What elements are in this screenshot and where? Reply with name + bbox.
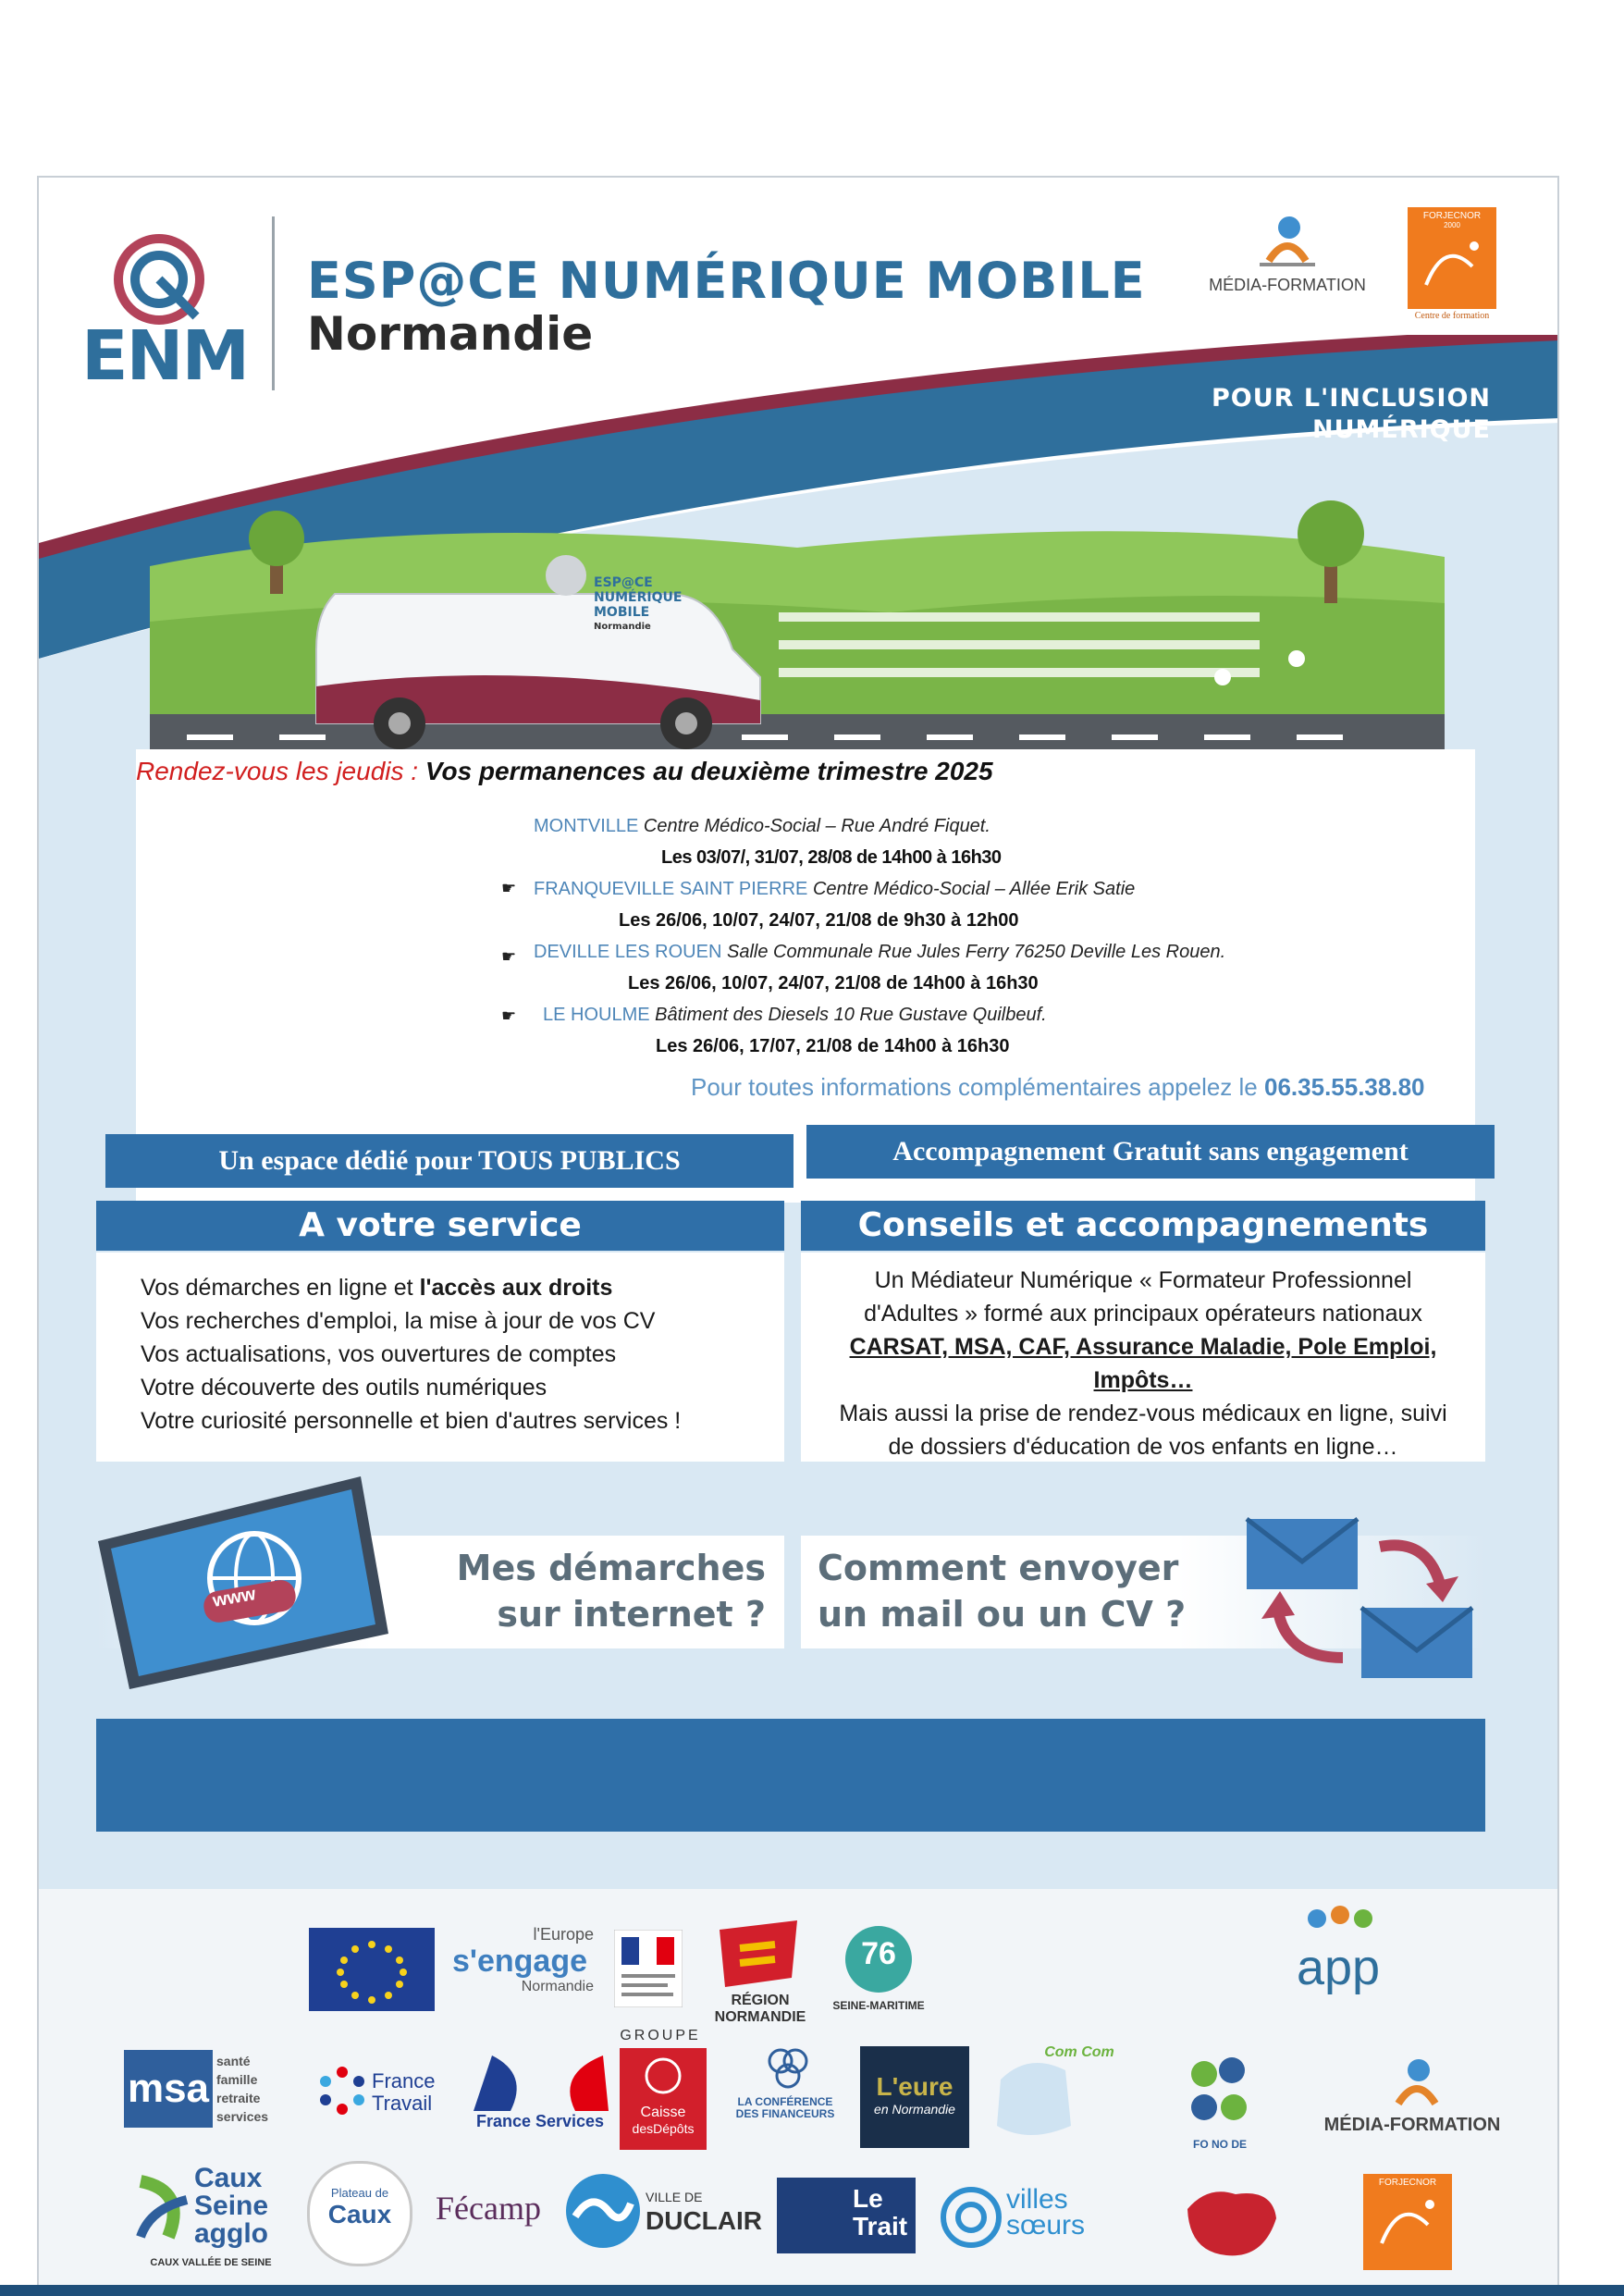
plateau-line2: Caux — [327, 2200, 392, 2228]
msa-line: famille — [216, 2072, 258, 2087]
pointer-bullet-icon: ☛ — [501, 1006, 517, 1025]
caux-vallee-logo: CAUX VALLÉE DE SEINE — [150, 2257, 272, 2268]
msa-logo: msa — [124, 2050, 213, 2128]
duclair-logo — [646, 2185, 762, 2235]
inclusion-line2: NUMÉRIQUE — [1312, 415, 1491, 444]
caisse-line2: desDépôts — [632, 2121, 695, 2136]
location-name-franqueville — [534, 879, 1135, 900]
forjecnor-subtitle: Centre de formation — [1414, 311, 1490, 321]
eure-line2: en Normandie — [874, 2102, 955, 2117]
location-dates-montville: Les 03/07/, 31/07, 28/08 de 14h00 à 16h30 — [661, 847, 1002, 868]
info-text: Pour toutes informations complémentaires appelez le — [691, 1073, 1258, 1101]
region-normandie-icon — [720, 1920, 797, 1987]
villes-line1: villes — [1006, 2184, 1068, 2215]
villes-soeurs-icon — [936, 2185, 1008, 2250]
location-name-deville — [534, 942, 1225, 963]
eu-flag-icon — [309, 1928, 435, 2011]
forjecnor-footer-name: FORJECNOR — [1378, 2178, 1437, 2188]
france-services-logo: France Services — [475, 2112, 605, 2130]
france-travail-dots-icon — [316, 2065, 368, 2117]
pointer-bullet-icon: ☛ — [501, 947, 517, 966]
blue-banner — [96, 1719, 1485, 1832]
msa-line: retraite — [216, 2091, 261, 2105]
plateau-caux-logo — [307, 2161, 412, 2266]
location-address: Bâtiment des Diesels 10 Rue Gustave Quilbeuf. — [655, 1005, 1047, 1025]
caux-seine-agglo-icon — [131, 2172, 196, 2246]
conference-line1: LA CONFÉRENCE — [737, 2095, 833, 2108]
partners-area — [39, 1889, 1559, 2296]
comcom-logo: Com Com — [1044, 2044, 1114, 2060]
info-line — [691, 1073, 1425, 1102]
fonode-map-icon — [1176, 2055, 1260, 2148]
france-services-icon — [474, 2046, 609, 2111]
forjecnor-curve-icon — [1408, 229, 1496, 294]
service-panel — [96, 1253, 784, 1462]
advice-line: Mais aussi la prise de rendez-vous médicaux en ligne, suivi — [839, 1401, 1447, 1426]
groupe-label: GROUPE — [620, 2028, 701, 2043]
forjecnor-logo — [1408, 207, 1496, 309]
page-title: ESP@CE NUMÉRIQUE MOBILE — [307, 252, 1146, 310]
msa-tagline — [216, 2052, 290, 2126]
republique-logo-icon — [614, 1930, 683, 2007]
location-name: DEVILLE LES ROUEN — [534, 942, 722, 962]
tutorial-left-text — [457, 1545, 766, 1637]
enm-logo-text: ENM — [81, 316, 249, 396]
location-dates-franqueville: Les 26/06, 10/07, 24/07, 21/08 de 9h30 à 12h00 — [619, 910, 1019, 931]
fecamp-logo: Fécamp — [436, 2190, 541, 2227]
seine-maritime-map-icon — [1180, 2181, 1282, 2265]
villes-soeurs-logo — [1006, 2184, 1108, 2240]
van-label-line3: MOBILE — [594, 605, 650, 620]
service-item: Vos actualisations, vos ouvertures de comptes — [141, 1341, 617, 1367]
location-name: FRANQUEVILLE SAINT PIERRE — [534, 879, 808, 899]
caux-seine-agglo-logo — [194, 2165, 277, 2248]
advice-operators-2: Impôts… — [1093, 1367, 1193, 1393]
seine-maritime-number: 76 — [861, 1936, 896, 1971]
france-travail-line2: Travail — [372, 2092, 433, 2116]
media-formation-footer-logo: MÉDIA-FORMATION — [1323, 2115, 1501, 2135]
band-tous-publics: Un espace dédié pour TOUS PUBLICS — [105, 1134, 794, 1188]
van-label-line4: Normandie — [594, 622, 651, 632]
trait-line2: Trait — [853, 2212, 908, 2240]
advice-line: Un Médiateur Numérique « Formateur Professionnel — [874, 1267, 1412, 1293]
location-address: Centre Médico-Social – Allée Erik Satie — [812, 879, 1136, 899]
van-label — [594, 575, 682, 635]
caux-line1: Caux — [194, 2163, 263, 2193]
msa-line: services — [216, 2109, 269, 2124]
service-item: Votre curiosité personnelle et bien d'autres services ! — [141, 1408, 682, 1434]
service-item: Vos recherches d'emploi, la mise à jour de vos CV — [141, 1308, 656, 1334]
band-gratuit: Accompagnement Gratuit sans engagement — [806, 1125, 1495, 1179]
trait-line1: Le — [853, 2184, 883, 2213]
media-formation-logo-icon — [1241, 213, 1334, 268]
advice-operators: CARSAT, MSA, CAF, Assurance Maladie, Pole Emploi, — [849, 1334, 1437, 1360]
duclair-line2: DUCLAIR — [646, 2206, 762, 2235]
conference-financeurs-logo — [716, 2096, 855, 2120]
location-name-montville — [534, 816, 990, 837]
duclair-line1: VILLE DE — [646, 2190, 703, 2204]
service-title: A votre service — [96, 1201, 784, 1251]
mail-exchange-icon — [1241, 1510, 1519, 1685]
caux-line2: Seine — [194, 2191, 269, 2221]
location-dates-le-houlme: Les 26/06, 17/07, 21/08 de 14h00 à 16h30 — [656, 1036, 1010, 1056]
plateau-line1: Plateau de — [330, 2186, 389, 2200]
seine-maritime-logo: SEINE-MARITIME — [832, 1999, 925, 2012]
schedule-intro-red: Rendez-vous les jeudis : — [136, 757, 419, 785]
france-travail-line1: France — [372, 2069, 436, 2092]
van-landscape — [150, 492, 1445, 760]
advice-panel — [801, 1253, 1485, 1462]
location-name-le-houlme — [543, 1005, 1047, 1026]
location-dates-deville: Les 26/06, 10/07, 24/07, 21/08 de 14h00 à 16h30 — [628, 973, 1039, 994]
tutorial-left-line2: sur internet ? — [497, 1594, 766, 1635]
app-figures-icon — [1289, 1906, 1391, 1943]
caux-line3: agglo — [194, 2218, 268, 2249]
region-normandie-logo: RÉGION NORMANDIE — [714, 1993, 806, 2025]
poster — [37, 176, 1559, 2296]
comcom-map-icon — [991, 2052, 1075, 2144]
advice-line: d'Adultes » formé aux principaux opérateurs nationaux — [864, 1301, 1422, 1327]
advice-title: Conseils et accompagnements — [801, 1201, 1485, 1251]
forjecnor-name: FORJECNOR — [1422, 211, 1482, 221]
van-label-line2: NUMÉRIQUE — [594, 590, 683, 605]
caisse-line1: Caisse — [640, 2105, 686, 2120]
laptop-www-icon — [92, 1476, 425, 1689]
fonode-logo: FO NO DE — [1192, 2138, 1247, 2151]
footer-bar — [0, 2285, 1624, 2296]
forjecnor-footer-curve-icon — [1363, 2188, 1452, 2253]
france-travail-logo — [372, 2070, 455, 2115]
service-item: Votre découverte des outils numériques — [141, 1375, 547, 1401]
media-formation-logo: MÉDIA-FORMATION — [1209, 276, 1366, 294]
europe-line3: Normandie — [521, 1979, 594, 1995]
conference-financeurs-icon — [760, 2044, 816, 2091]
caisse-depots-logo — [620, 2048, 707, 2150]
phone-number: 06.35.55.38.80 — [1264, 1073, 1425, 1101]
location-name: MONTVILLE — [534, 816, 639, 836]
eure-logo — [860, 2046, 969, 2148]
pointer-bullet-icon: ☛ — [501, 879, 517, 897]
media-formation-footer-icon — [1371, 2055, 1463, 2111]
app-logo: app — [1296, 1940, 1381, 1995]
service-list — [141, 1271, 681, 1438]
enm-target-icon — [113, 233, 205, 326]
schedule-intro — [136, 757, 993, 786]
advice-line: de dossiers d'éducation de vos enfants en ligne… — [888, 1434, 1398, 1460]
duclair-wave-icon — [564, 2172, 642, 2250]
tutorial-right-line1: Comment envoyer — [818, 1548, 1179, 1588]
tutorial-right-line2: un mail ou un CV ? — [818, 1594, 1187, 1635]
forjecnor-footer-logo — [1363, 2174, 1452, 2270]
conference-line2: DES FINANCEURS — [735, 2107, 835, 2121]
le-trait-text — [853, 2185, 907, 2240]
europe-line1: l'Europe — [533, 1925, 594, 1944]
le-trait-logo — [777, 2178, 916, 2253]
location-address: Salle Communale Rue Jules Ferry 76250 Deville Les Rouen. — [726, 942, 1226, 962]
villes-line2: sœurs — [1006, 2210, 1085, 2240]
europe-line2: s'engage — [451, 1943, 588, 1979]
tutorial-right-text — [818, 1545, 1186, 1637]
europe-engage-logo — [446, 1926, 594, 1995]
caisse-depots-emblem-icon — [620, 2048, 707, 2100]
schedule-intro-title: Vos permanences au deuxième trimestre 2025 — [424, 757, 993, 785]
location-address: Centre Médico-Social – Rue André Fiquet. — [643, 816, 990, 836]
inclusion-line1: POUR L'INCLUSION — [1212, 384, 1491, 413]
www-badge: www — [211, 1584, 258, 1611]
van-label-line1: ESP@CE — [594, 575, 653, 590]
location-name: LE HOULME — [543, 1005, 650, 1025]
forjecnor-year: 2000 — [1444, 221, 1460, 229]
advice-text — [801, 1264, 1485, 1463]
service-item: Vos démarches en ligne et l'accès aux droits — [141, 1275, 613, 1301]
tutorial-left-line1: Mes démarches — [456, 1548, 766, 1588]
page-subtitle: Normandie — [307, 307, 594, 361]
eure-line1: L'eure — [876, 2072, 953, 2101]
msa-line: santé — [216, 2054, 251, 2068]
